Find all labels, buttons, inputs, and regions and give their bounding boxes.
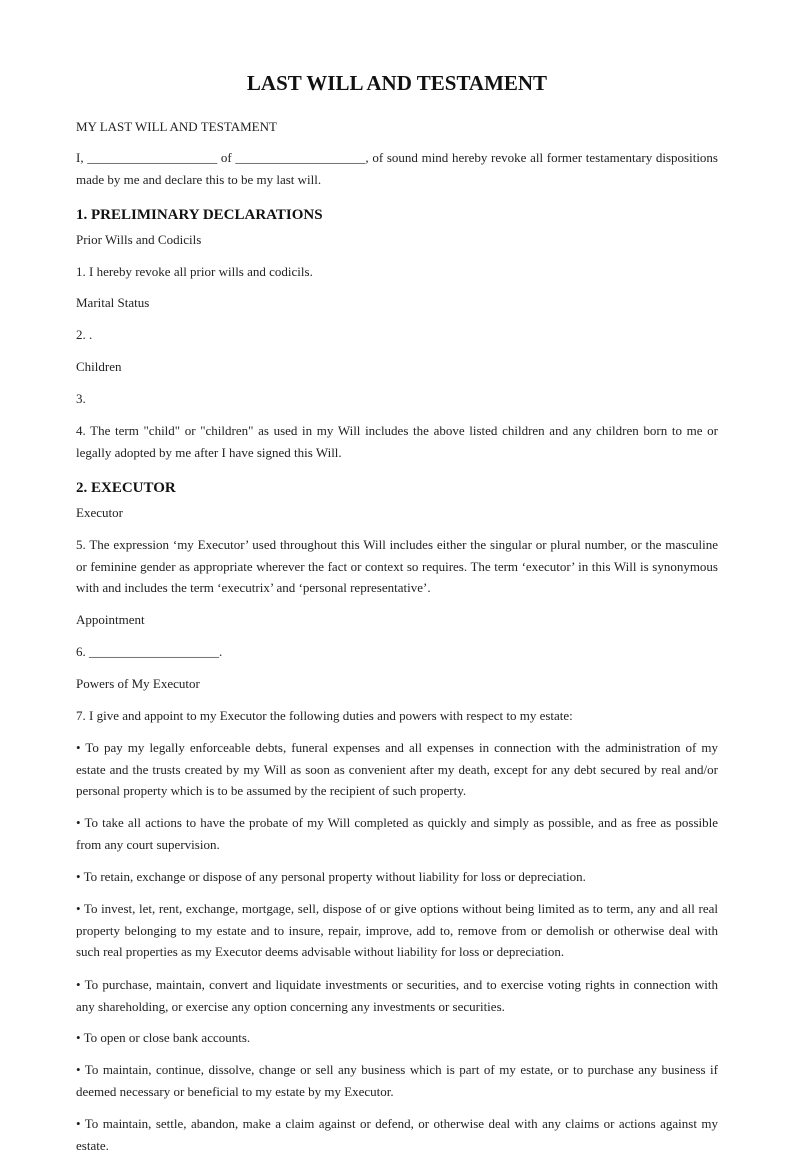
clause-4: 4. The term "child" or "children" as used in my Will includes the above listed children and any children born to me or legally adopted by me after I have signed this Will. [76,423,718,460]
document-title: LAST WILL AND TESTAMENT [246,71,548,95]
document-subtitle: MY LAST WILL AND TESTAMENT [76,119,277,134]
clause-7: 7. I give and appoint to my Executor the following duties and powers with respect to my estate: [76,708,573,723]
section-2-heading: 2. EXECUTOR [76,480,176,496]
intro-paragraph: I, ____________________ of ____________________, of sound mind hereby revoke all former testamentary dispositions made by me and declare this to be my last will. [76,150,718,187]
prior-wills-label: Prior Wills and Codicils [76,232,202,247]
clause-6: 6. ____________________. [76,644,223,659]
clause-1: 1. I hereby revoke all prior wills and codicils. [76,264,313,279]
power-item-1: • To pay my legally enforceable debts, funeral expenses and all expenses in connection with the administration of my estate and the trusts created by my Will as soon as convenient after my death, except for any debt secured by real and/or personal property which is to be assumed by the recipient of such property. [76,740,718,798]
power-item-4: • To invest, let, rent, exchange, mortgage, sell, dispose of or give options without being limited as to term, any and all real property belonging to my estate and to insure, repair, improve, add to, remove from or demolish or otherwise deal with such real properties as my Executor deems advisable without liability for loss or depreciation. [76,901,718,959]
clause-3: 3. [76,391,86,406]
clause-5: 5. The expression ‘my Executor’ used throughout this Will includes either the singular or plural number, or the masculine or feminine gender as appropriate wherever the fact or context so requires. The term ‘executor’ in this Will is synonymous with and includes the term ‘executrix’ and ‘personal representative’. [76,537,718,595]
power-item-7: • To maintain, continue, dissolve, change or sell any business which is part of my estate, or to purchase any business if deemed necessary or beneficial to my estate by my Executor. [76,1062,718,1099]
marital-status-label: Marital Status [76,295,150,310]
clause-2: 2. . [76,327,93,342]
powers-label: Powers of My Executor [76,676,200,691]
executor-label: Executor [76,505,123,520]
children-label: Children [76,359,122,374]
section-1-heading: 1. PRELIMINARY DECLARATIONS [76,207,323,223]
power-item-6: • To open or close bank accounts. [76,1030,251,1045]
power-item-8: • To maintain, settle, abandon, make a claim against or defend, or otherwise deal with any claims or actions against my estate. [76,1116,718,1153]
power-item-3: • To retain, exchange or dispose of any personal property without liability for loss or depreciation. [76,869,586,884]
appointment-label: Appointment [76,612,145,627]
power-item-5: • To purchase, maintain, convert and liquidate investments or securities, and to exercise voting rights in connection with any shareholding, or exercise any option concerning any investments or securities. [76,977,718,1014]
power-item-2: • To take all actions to have the probate of my Will completed as quickly and simply as possible, and as free as possible from any court supervision. [76,815,718,852]
